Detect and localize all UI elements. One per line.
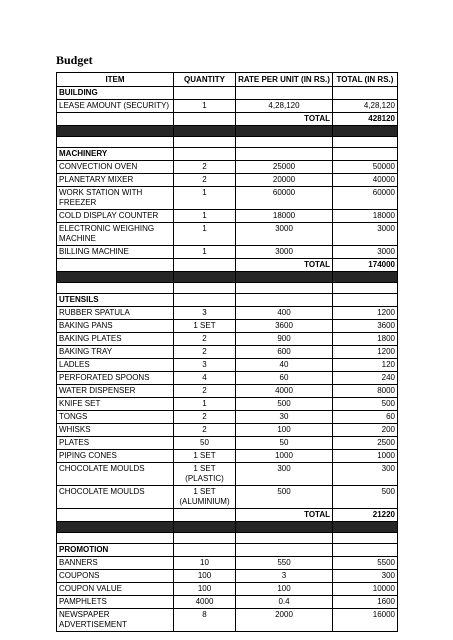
total-cell: 1000 — [333, 450, 398, 463]
table-row — [57, 424, 398, 437]
empty-cell — [57, 113, 174, 126]
total-cell: 5500 — [333, 557, 398, 570]
quantity-cell: 2 — [174, 174, 236, 187]
rate-cell: 25000 — [236, 161, 333, 174]
item-cell: NEWSPAPER ADVERTISEMENT — [57, 609, 174, 632]
quantity-cell: 3 — [174, 359, 236, 372]
table-row — [57, 333, 398, 346]
rate-cell: 4000 — [236, 385, 333, 398]
divider-cell — [57, 522, 174, 533]
total-cell: 3000 — [333, 223, 398, 246]
section-total-row — [57, 259, 398, 272]
quantity-cell: 1 — [174, 100, 236, 113]
quantity-cell: 2 — [174, 346, 236, 359]
total-cell: 3600 — [333, 320, 398, 333]
item-cell: PLANETARY MIXER — [57, 174, 174, 187]
item-cell: BANNERS — [57, 557, 174, 570]
empty-cell — [57, 259, 174, 272]
budget-body — [57, 87, 398, 632]
quantity-cell: 4000 — [174, 596, 236, 609]
total-cell: 300 — [333, 463, 398, 486]
section-name: UTENSILS — [57, 294, 174, 307]
rate-cell: 400 — [236, 307, 333, 320]
blank-row — [57, 283, 398, 294]
item-cell: ELECTRONIC WEIGHING MACHINE — [57, 223, 174, 246]
section-name: MACHINERY — [57, 148, 174, 161]
section-divider — [57, 126, 398, 137]
section-divider — [57, 522, 398, 533]
divider-cell — [333, 126, 398, 137]
item-cell: TONGS — [57, 411, 174, 424]
total-cell: 50000 — [333, 161, 398, 174]
item-cell: CHOCOLATE MOULDS — [57, 463, 174, 486]
blank-cell — [333, 283, 398, 294]
rate-cell: 20000 — [236, 174, 333, 187]
blank-row — [57, 137, 398, 148]
table-row — [57, 346, 398, 359]
item-cell: CHOCOLATE MOULDS — [57, 486, 174, 509]
rate-cell: 30 — [236, 411, 333, 424]
table-row — [57, 246, 398, 259]
item-cell: KNIFE SET — [57, 398, 174, 411]
divider-cell — [236, 272, 333, 283]
quantity-cell: 100 — [174, 570, 236, 583]
total-cell: 4,28,120 — [333, 100, 398, 113]
section-total-label: TOTAL — [236, 113, 333, 126]
blank-cell — [174, 533, 236, 544]
item-cell: PERFORATED SPOONS — [57, 372, 174, 385]
item-cell: PLATES — [57, 437, 174, 450]
total-cell: 1800 — [333, 333, 398, 346]
empty-cell — [174, 259, 236, 272]
table-row — [57, 463, 398, 486]
header-rate: RATE PER UNIT (IN RS.) — [236, 73, 333, 87]
rate-cell: 0.4 — [236, 596, 333, 609]
rate-cell: 550 — [236, 557, 333, 570]
section-heading-row — [57, 544, 398, 557]
item-cell: RUBBER SPATULA — [57, 307, 174, 320]
header-item: ITEM — [57, 73, 174, 87]
total-cell: 500 — [333, 398, 398, 411]
rate-cell: 1000 — [236, 450, 333, 463]
empty-cell — [236, 148, 333, 161]
divider-cell — [174, 522, 236, 533]
rate-cell: 4,28,120 — [236, 100, 333, 113]
rate-cell: 100 — [236, 424, 333, 437]
item-cell: BAKING PANS — [57, 320, 174, 333]
total-cell: 60 — [333, 411, 398, 424]
total-cell: 16000 — [333, 609, 398, 632]
quantity-cell: 1 — [174, 223, 236, 246]
quantity-cell: 8 — [174, 609, 236, 632]
item-cell: COUPON VALUE — [57, 583, 174, 596]
total-cell: 2500 — [333, 437, 398, 450]
empty-cell — [333, 87, 398, 100]
quantity-cell: 2 — [174, 424, 236, 437]
item-cell: CONVECTION OVEN — [57, 161, 174, 174]
rate-cell: 50 — [236, 437, 333, 450]
total-cell: 300 — [333, 570, 398, 583]
total-cell: 1600 — [333, 596, 398, 609]
divider-cell — [174, 126, 236, 137]
table-row — [57, 100, 398, 113]
empty-cell — [236, 544, 333, 557]
quantity-cell: 3 — [174, 307, 236, 320]
total-cell: 500 — [333, 486, 398, 509]
table-row — [57, 372, 398, 385]
total-cell: 18000 — [333, 210, 398, 223]
budget-table — [56, 72, 398, 632]
empty-cell — [174, 509, 236, 522]
item-cell: BILLING MACHINE — [57, 246, 174, 259]
blank-cell — [174, 283, 236, 294]
rate-cell: 3600 — [236, 320, 333, 333]
table-row — [57, 398, 398, 411]
rate-cell: 3 — [236, 570, 333, 583]
item-cell: PIPING CONES — [57, 450, 174, 463]
rate-cell: 60000 — [236, 187, 333, 210]
quantity-cell: 1 — [174, 398, 236, 411]
quantity-cell: 10 — [174, 557, 236, 570]
empty-cell — [57, 509, 174, 522]
quantity-cell: 100 — [174, 583, 236, 596]
table-row — [57, 359, 398, 372]
rate-cell: 900 — [236, 333, 333, 346]
section-total-row — [57, 509, 398, 522]
item-cell: BAKING PLATES — [57, 333, 174, 346]
divider-cell — [236, 126, 333, 137]
total-cell: 240 — [333, 372, 398, 385]
divider-cell — [57, 272, 174, 283]
section-total-value: 428120 — [333, 113, 398, 126]
section-total-row — [57, 113, 398, 126]
item-cell: PAMPHLETS — [57, 596, 174, 609]
blank-cell — [57, 533, 174, 544]
quantity-cell: 50 — [174, 437, 236, 450]
blank-cell — [236, 137, 333, 148]
table-row — [57, 320, 398, 333]
table-row — [57, 450, 398, 463]
section-name: PROMOTION — [57, 544, 174, 557]
quantity-cell: 1 — [174, 187, 236, 210]
divider-cell — [57, 126, 174, 137]
blank-cell — [333, 533, 398, 544]
item-cell: COLD DISPLAY COUNTER — [57, 210, 174, 223]
table-row — [57, 557, 398, 570]
empty-cell — [333, 148, 398, 161]
empty-cell — [174, 148, 236, 161]
rate-cell: 100 — [236, 583, 333, 596]
blank-cell — [236, 283, 333, 294]
blank-cell — [333, 137, 398, 148]
item-cell: WATER DISPENSER — [57, 385, 174, 398]
divider-cell — [333, 272, 398, 283]
quantity-cell: 2 — [174, 411, 236, 424]
divider-cell — [174, 272, 236, 283]
total-cell: 120 — [333, 359, 398, 372]
item-cell: WORK STATION WITH FREEZER — [57, 187, 174, 210]
rate-cell: 3000 — [236, 246, 333, 259]
table-row — [57, 307, 398, 320]
empty-cell — [174, 294, 236, 307]
table-row — [57, 210, 398, 223]
divider-cell — [236, 522, 333, 533]
empty-cell — [236, 294, 333, 307]
header-quantity: QUANTITY — [174, 73, 236, 87]
blank-cell — [57, 137, 174, 148]
quantity-cell: 2 — [174, 161, 236, 174]
section-total-label: TOTAL — [236, 509, 333, 522]
empty-cell — [333, 544, 398, 557]
quantity-cell: 2 — [174, 385, 236, 398]
total-cell: 60000 — [333, 187, 398, 210]
total-cell: 8000 — [333, 385, 398, 398]
header-total: TOTAL (IN RS.) — [333, 73, 398, 87]
table-row — [57, 570, 398, 583]
section-total-value: 174000 — [333, 259, 398, 272]
quantity-cell: 1 SET (ALUMINIUM) — [174, 486, 236, 509]
total-cell: 3000 — [333, 246, 398, 259]
section-heading-row — [57, 87, 398, 100]
rate-cell: 60 — [236, 372, 333, 385]
total-cell: 1200 — [333, 307, 398, 320]
blank-cell — [57, 283, 174, 294]
section-heading-row — [57, 294, 398, 307]
table-row — [57, 174, 398, 187]
empty-cell — [174, 544, 236, 557]
item-cell: COUPONS — [57, 570, 174, 583]
rate-cell: 2000 — [236, 609, 333, 632]
table-row — [57, 385, 398, 398]
section-total-label: TOTAL — [236, 259, 333, 272]
section-divider — [57, 272, 398, 283]
table-row — [57, 187, 398, 210]
table-row — [57, 486, 398, 509]
quantity-cell: 1 SET — [174, 450, 236, 463]
table-row — [57, 609, 398, 632]
item-cell: LEASE AMOUNT (SECURITY) — [57, 100, 174, 113]
rate-cell: 18000 — [236, 210, 333, 223]
empty-cell — [174, 113, 236, 126]
table-row — [57, 596, 398, 609]
item-cell: WHISKS — [57, 424, 174, 437]
divider-cell — [333, 522, 398, 533]
table-row — [57, 583, 398, 596]
table-row — [57, 223, 398, 246]
empty-cell — [236, 87, 333, 100]
table-row — [57, 161, 398, 174]
quantity-cell: 1 SET (PLASTIC) — [174, 463, 236, 486]
table-header-row — [57, 73, 398, 87]
quantity-cell: 4 — [174, 372, 236, 385]
total-cell: 10000 — [333, 583, 398, 596]
rate-cell: 3000 — [236, 223, 333, 246]
total-cell: 200 — [333, 424, 398, 437]
rate-cell: 500 — [236, 398, 333, 411]
table-row — [57, 411, 398, 424]
total-cell: 40000 — [333, 174, 398, 187]
quantity-cell: 2 — [174, 333, 236, 346]
section-name: BUILDING — [57, 87, 174, 100]
blank-cell — [174, 137, 236, 148]
quantity-cell: 1 — [174, 210, 236, 223]
table-row — [57, 437, 398, 450]
blank-cell — [236, 533, 333, 544]
section-heading-row — [57, 148, 398, 161]
item-cell: LADLES — [57, 359, 174, 372]
empty-cell — [174, 87, 236, 100]
quantity-cell: 1 — [174, 246, 236, 259]
section-total-value: 21220 — [333, 509, 398, 522]
page-title: Budget — [56, 53, 93, 67]
total-cell: 1200 — [333, 346, 398, 359]
rate-cell: 600 — [236, 346, 333, 359]
rate-cell: 300 — [236, 463, 333, 486]
empty-cell — [333, 294, 398, 307]
rate-cell: 40 — [236, 359, 333, 372]
blank-row — [57, 533, 398, 544]
rate-cell: 500 — [236, 486, 333, 509]
item-cell: BAKING TRAY — [57, 346, 174, 359]
quantity-cell: 1 SET — [174, 320, 236, 333]
